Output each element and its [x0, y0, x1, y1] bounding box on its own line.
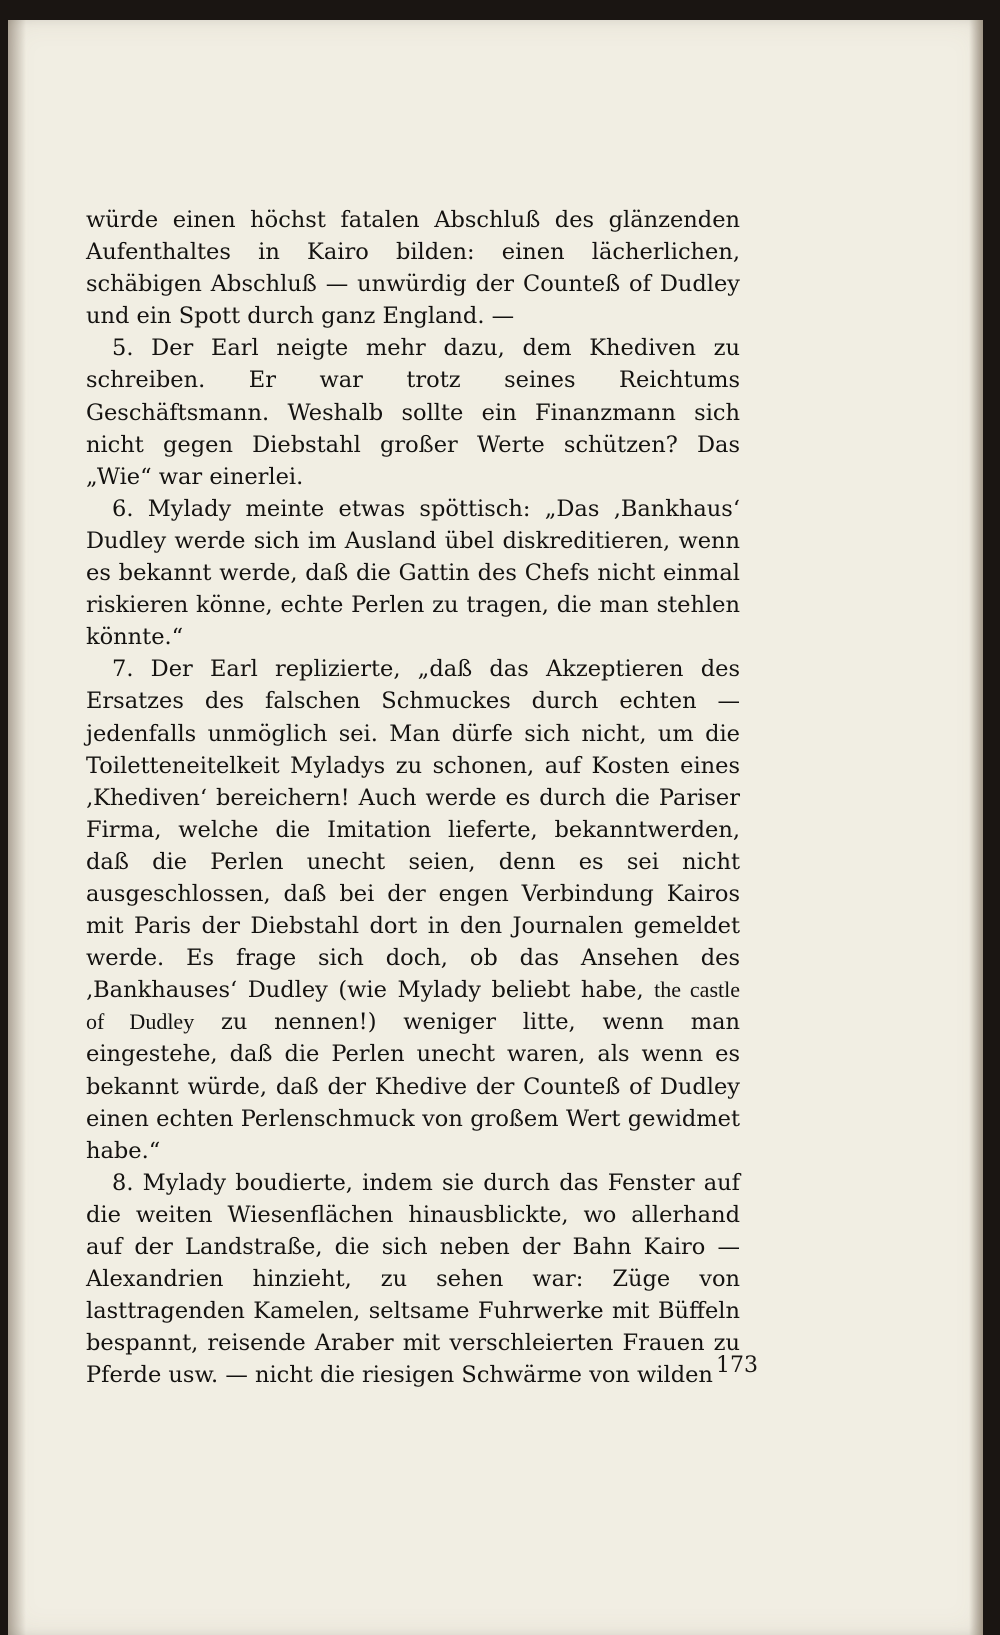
- latin-phrase: the castle of Dudley: [86, 977, 741, 1035]
- book-page: [8, 20, 983, 1635]
- paragraph-5: 5. Der Earl neigte mehr dazu, dem Khediven zu schreiben. Er war trotz seines Reichtums Geschäftsmann. Weshalb sollte ein Finanzmann sich nicht gegen Diebstahl großer Werte schützen? Das „Wie“ war einerlei.: [86, 335, 740, 490]
- page-edge: [969, 20, 983, 1635]
- page-number: 173: [716, 1353, 758, 1378]
- paragraph-7: [86, 653, 740, 1167]
- paragraph-6: 6. Mylady meinte etwas spöttisch: „Das ‚Bankhaus‘ Dudley werde sich im Ausland übel diskreditieren, wenn es bekannt werde, daß die Gattin des Chefs nicht einmal riskieren könne, echte Perlen zu tragen, die man stehlen könnte.“: [86, 495, 740, 651]
- body-text: [86, 204, 740, 1391]
- paragraph-continuation: würde einen höchst fatalen Abschluß des glänzenden Aufenthaltes in Kairo bilden: einen lächerlichen, schäbigen Abschluß — unwürdig der Counteß of Dudley und ein Spott durch ganz England. —: [86, 207, 740, 330]
- paragraph-7-part-1: 7. Der Earl replizierte, „daß das Akzeptieren des Ersatzes des falschen Schmuckes durch echten — jedenfalls unmöglich sei. Man dürfe sich nicht, um die Toiletteneitelkeit Myladys zu schonen, auf Kosten eines ‚Khediven‘ bereichern! Auch werde es durch die Pariser Firma, welche die Imitation lieferte, bekanntwerden, daß die Perlen unecht seien, denn es sei nicht ausgeschlossen, daß bei der engen Verbindung Kairos mit Paris der Diebstahl dort in den Journalen gemeldet werde. Es frage sich doch, ob das Ansehen des ‚Bankhauses‘ Dudley (wie Mylady beliebt habe,: [86, 656, 740, 1004]
- paragraph-7-part-2: zu nennen!) weniger litte, wenn man eingestehe, daß die Perlen unecht waren, als wenn es bekannt würde, daß der Khedive der Counteß of Dudley einen echten Perlenschmuck von großem Wert gewidmet habe.“: [86, 1009, 740, 1164]
- spine-shadow: [8, 20, 26, 1635]
- paragraph-8: 8. Mylady boudierte, indem sie durch das Fenster auf die weiten Wiesenflächen hinausblickte, wo allerhand auf der Landstraße, die sich neben der Bahn Kairo — Alexandrien hinzieht, zu sehen war: Züge von lasttragenden Kamelen, seltsame Fuhrwerke mit Büffeln bespannt, reisende Araber mit verschleierten Frauen zu Pferde usw. — nicht die riesigen Schwärme von wilden: [86, 1169, 740, 1389]
